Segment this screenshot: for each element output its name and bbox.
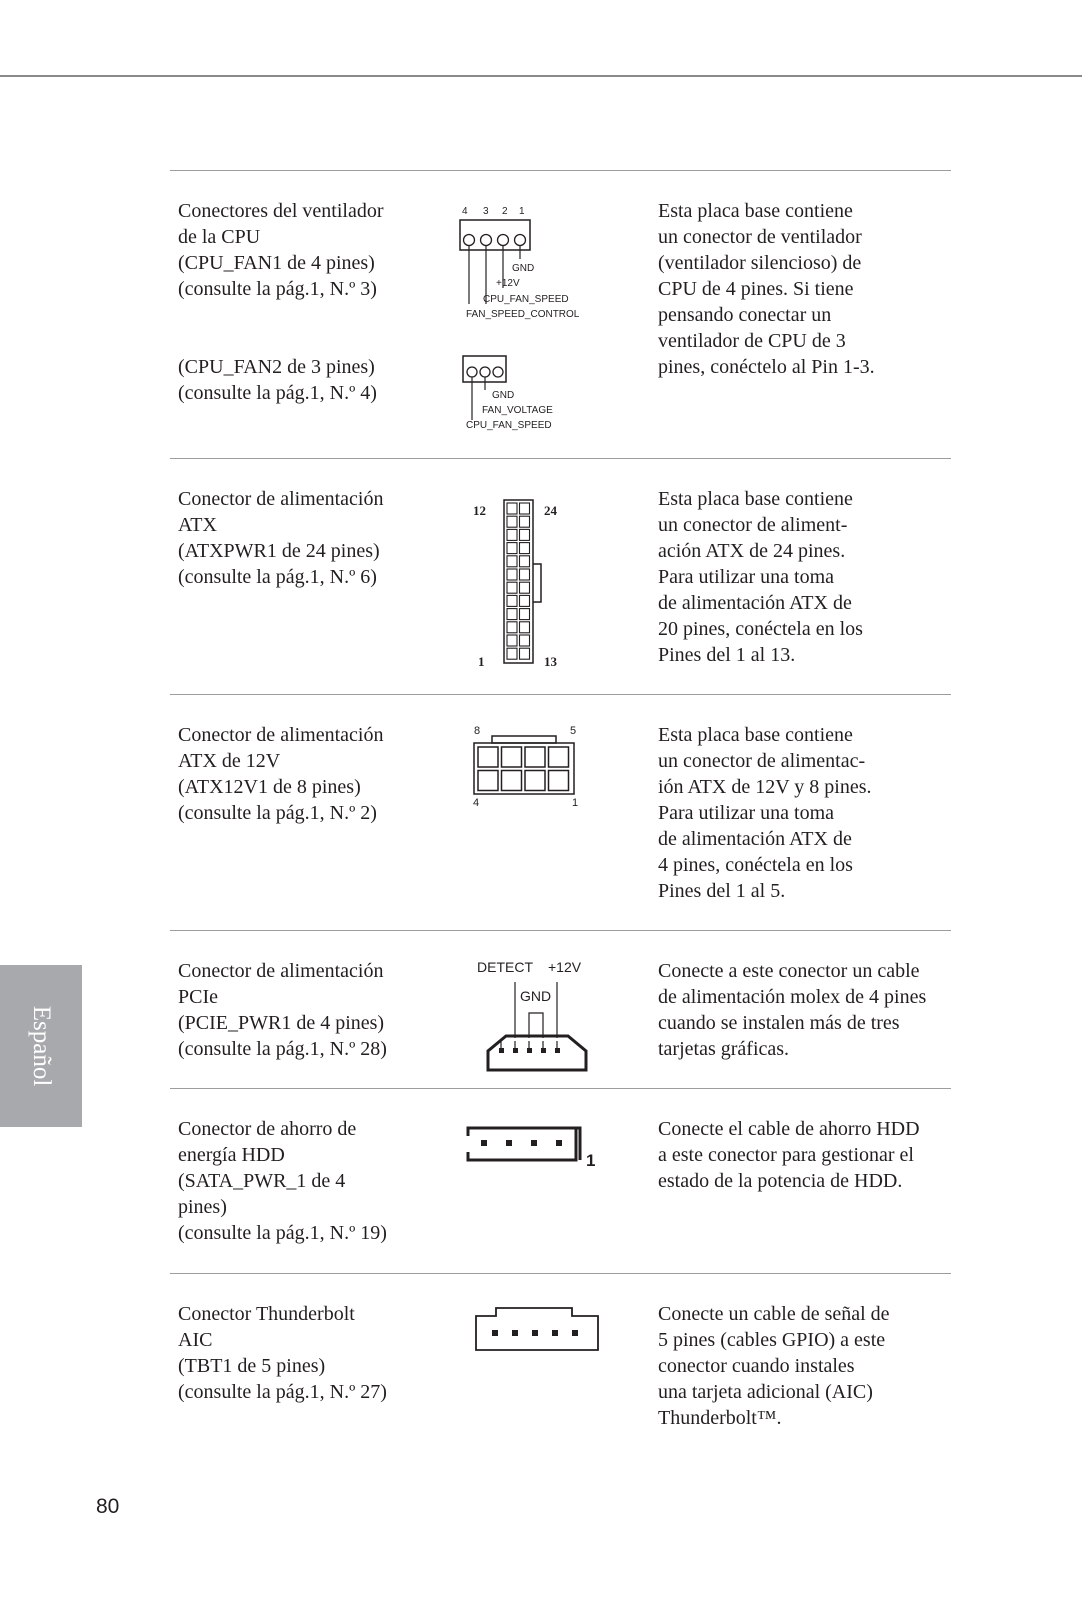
text-line: Conector Thunderbolt — [178, 1303, 355, 1325]
text-line: 5 pines (cables GPIO) a este — [658, 1329, 886, 1351]
text-line: (CPU_FAN1 de 4 pines) — [178, 252, 375, 274]
pin-cell — [507, 635, 517, 646]
pin-label: 2 — [502, 206, 508, 217]
text-line: (consulte la pág.1, N.º 28) — [178, 1038, 387, 1060]
pin-label: 4 — [473, 797, 480, 809]
pin-cell — [520, 622, 530, 633]
pin-label: CPU_FAN_SPEED — [466, 420, 552, 431]
thunderbolt-instructions — [658, 1301, 958, 1431]
text-line: estado de la potencia de HDD. — [658, 1170, 903, 1192]
text-line: (consulte la pág.1, N.º 27) — [178, 1381, 387, 1403]
pin-label: 8 — [474, 725, 481, 737]
text-line: (SATA_PWR_1 de 4 — [178, 1170, 346, 1192]
pin-label: 24 — [544, 503, 557, 518]
pin-cell — [549, 747, 569, 767]
text-line: Thunderbolt™. — [658, 1407, 782, 1429]
pin-label: 12 — [473, 503, 486, 518]
pin-cell — [520, 529, 530, 540]
text-line: (consulte la pág.1, N.º 4) — [178, 382, 377, 404]
atx-8pin-connector-diagram — [466, 722, 586, 812]
text-line: Conector de alimentación — [178, 960, 384, 982]
pin-cell — [525, 747, 545, 767]
pin-cell — [507, 595, 517, 606]
pin-cell — [507, 556, 517, 567]
text-line: un conector de alimentac- — [658, 750, 866, 772]
pin-cell — [507, 609, 517, 620]
table-rule — [170, 1273, 951, 1274]
atx12v-power-description — [178, 722, 438, 826]
text-line: Esta placa base contiene — [658, 724, 853, 746]
text-line: ión ATX de 12V y 8 pines. — [658, 776, 872, 798]
text-line: tarjetas gráficas. — [658, 1038, 790, 1060]
pin-cell — [478, 771, 498, 791]
pin-cell — [502, 771, 522, 791]
pin-label: DETECT — [477, 959, 533, 975]
text-line: Pines del 1 al 13. — [658, 644, 796, 666]
language-tab — [0, 965, 82, 1127]
text-line: un conector de ventilador — [658, 226, 862, 248]
pin-label: 5 — [570, 725, 577, 737]
pin-cell — [520, 582, 530, 593]
text-line: (TBT1 de 5 pines) — [178, 1355, 326, 1377]
pin-label: 1 — [572, 797, 579, 809]
pin-label: 13 — [544, 654, 557, 669]
pin-cell — [520, 595, 530, 606]
pin-cell — [507, 582, 517, 593]
thunderbolt-connector-diagram — [474, 1306, 604, 1354]
text-line: (consulte la pág.1, N.º 2) — [178, 802, 377, 824]
text-line: Conector de alimentación — [178, 488, 384, 510]
text-line: (consulte la pág.1, N.º 6) — [178, 566, 377, 588]
pin-cell — [507, 543, 517, 554]
pin-cell — [507, 569, 517, 580]
text-line: un conector de aliment- — [658, 514, 848, 536]
cpu-fan-description — [178, 198, 438, 406]
pin-cell — [507, 503, 517, 514]
text-line: pensando conectar un — [658, 304, 832, 326]
text-line: Conectores del ventilador — [178, 200, 384, 222]
pin-label: 1 — [519, 206, 525, 217]
text-line: Conector de ahorro de — [178, 1118, 357, 1140]
pin-cell — [520, 503, 530, 514]
language-tab-label: Español — [28, 1005, 55, 1087]
pin-cell — [520, 635, 530, 646]
atx-power-instructions — [658, 486, 958, 668]
text-line: AIC — [178, 1329, 213, 1351]
table-rule — [170, 170, 951, 171]
pin-label: FAN_VOLTAGE — [482, 405, 553, 416]
pin-cell — [520, 569, 530, 580]
cpu-fan-instructions — [658, 198, 958, 380]
text-line: (ventilador silencioso) de — [658, 252, 862, 274]
pin-cell — [525, 771, 545, 791]
pin-label: +12V — [548, 959, 582, 975]
pin-cell — [507, 516, 517, 527]
hdd-saving-instructions — [658, 1116, 958, 1194]
pin-cell — [478, 747, 498, 767]
atx-24pin-connector-diagram — [468, 496, 578, 671]
text-line: (consulte la pág.1, N.º 19) — [178, 1222, 387, 1244]
text-line: conector cuando instales — [658, 1355, 855, 1377]
thunderbolt-description — [178, 1301, 438, 1405]
pin-label: +12V — [496, 278, 520, 289]
pin-cell — [507, 529, 517, 540]
text-line: 4 pines, conéctela en los — [658, 854, 853, 876]
table-rule — [170, 930, 951, 931]
text-line: ATX de 12V — [178, 750, 281, 772]
pin-label: GND — [520, 988, 552, 1004]
text-line: Conecte a este conector un cable — [658, 960, 920, 982]
hdd-saving-description — [178, 1116, 438, 1246]
pin-label: GND — [492, 390, 515, 401]
atx12v-power-instructions — [658, 722, 958, 904]
text-line: energía HDD — [178, 1144, 285, 1166]
pin-cell — [520, 543, 530, 554]
page-number: 80 — [96, 1495, 120, 1518]
table-rule — [170, 1088, 951, 1089]
pin-label: FAN_SPEED_CONTROL — [466, 309, 580, 320]
text-line: Para utilizar una toma — [658, 802, 835, 824]
header-rule — [0, 75, 1082, 77]
text-line: de alimentación ATX de — [658, 592, 852, 614]
text-line: Esta placa base contiene — [658, 200, 853, 222]
pin-label: 1 — [586, 1151, 596, 1170]
hdd-saving-connector-diagram — [466, 1124, 606, 1174]
pin-label: CPU_FAN_SPEED — [483, 294, 569, 305]
text-line: de alimentación ATX de — [658, 828, 852, 850]
pin-cell — [507, 622, 517, 633]
text-line: Esta placa base contiene — [658, 488, 853, 510]
text-line: (consulte la pág.1, N.º 3) — [178, 278, 377, 300]
cpu-fan-connector-diagram — [458, 200, 608, 440]
text-line: Conector de alimentación — [178, 724, 384, 746]
pin-cell — [520, 609, 530, 620]
pin-cell — [520, 556, 530, 567]
text-line: a este conector para gestionar el — [658, 1144, 914, 1166]
table-rule — [170, 694, 951, 695]
text-line: (PCIE_PWR1 de 4 pines) — [178, 1012, 385, 1034]
text-line: 20 pines, conéctela en los — [658, 618, 863, 640]
text-line: PCIe — [178, 986, 218, 1008]
text-line: Pines del 1 al 5. — [658, 880, 786, 902]
pin-cell — [507, 648, 517, 659]
pin-label: 4 — [462, 206, 468, 217]
pcie-power-instructions — [658, 958, 958, 1062]
table-rule — [170, 458, 951, 459]
pin-cell — [520, 516, 530, 527]
pcie-power-description — [178, 958, 438, 1062]
text-line: una tarjeta adicional (AIC) — [658, 1381, 873, 1403]
pin-label: GND — [512, 263, 535, 274]
pin-label: 1 — [478, 654, 485, 669]
text-line: pines) — [178, 1196, 227, 1218]
text-line: cuando se instalen más de tres — [658, 1012, 900, 1034]
text-line: ventilador de CPU de 3 — [658, 330, 846, 352]
pin-label: 3 — [483, 206, 489, 217]
text-line: Conecte el cable de ahorro HDD — [658, 1118, 920, 1140]
text-line: (ATX12V1 de 8 pines) — [178, 776, 361, 798]
text-line: ATX — [178, 514, 217, 536]
text-line: (ATXPWR1 de 24 pines) — [178, 540, 380, 562]
text-line: ación ATX de 24 pines. — [658, 540, 846, 562]
pin-cell — [520, 648, 530, 659]
text-line: de alimentación molex de 4 pines — [658, 986, 927, 1008]
pin-cell — [502, 747, 522, 767]
text-line: Para utilizar una toma — [658, 566, 835, 588]
atx-power-description — [178, 486, 438, 590]
text-line: (CPU_FAN2 de 3 pines) — [178, 356, 375, 378]
pin-cell — [549, 771, 569, 791]
text-line: Conecte un cable de señal de — [658, 1303, 890, 1325]
text-line: de la CPU — [178, 226, 261, 248]
text-line: pines, conéctelo al Pin 1-3. — [658, 356, 875, 378]
text-line: CPU de 4 pines. Si tiene — [658, 278, 854, 300]
pcie-power-connector-diagram — [472, 956, 602, 1076]
